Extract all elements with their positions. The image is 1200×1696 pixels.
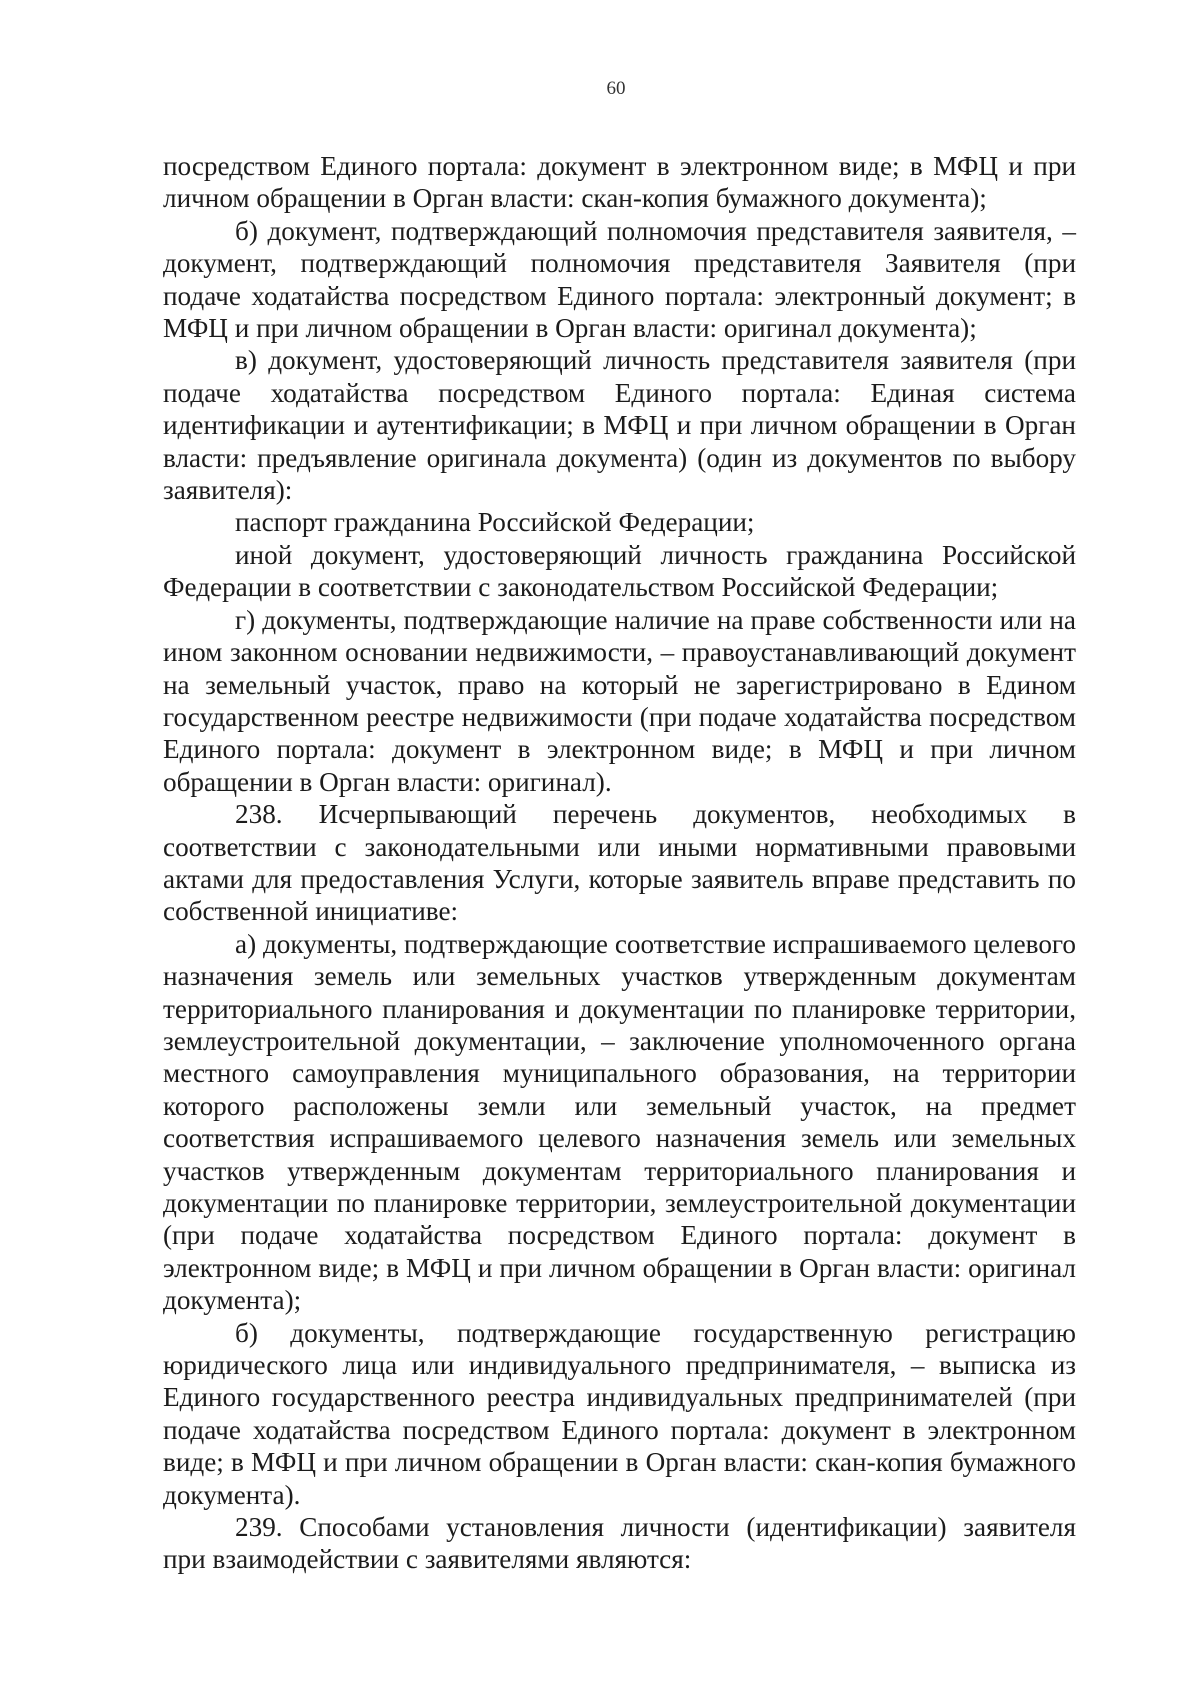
page-number: 60 — [606, 78, 626, 99]
paragraph-238-document-list: 238. Исчерпывающий перечень документов, необходимых в соответствии с законодательными или иными нормативными правовыми актами для предоставления Услуги, которые заявитель вправе представить по собственной инициативе: — [163, 799, 1076, 927]
paragraph-item-g-property-rights: г) документы, подтверждающие наличие на праве собственности или на ином законном основании недвижимости, – правоустанавливающий документ на земельный участок, право на который не зарегистрировано в Едином государственном реестре недвижимости (при подаче ходатайства посредством Единого портала: документ в электронном виде; в МФЦ и при личном обращении в Орган власти: оригинал). — [163, 604, 1076, 797]
paragraph-other-identity-document: иной документ, удостоверяющий личность гражданина Российской Федерации в соответствии с законодательством Российской Федерации; — [163, 539, 1076, 603]
paragraph-item-b-representative-authority: б) документ, подтверждающий полномочия представителя заявителя, – документ, подтверждающий полномочия представителя Заявителя (при подаче ходатайства посредством Единого портала: электронный документ; в МФЦ и при личном обращении в Орган власти: оригинал документа); — [163, 215, 1076, 344]
paragraph-passport: паспорт гражданина Российской Федерации; — [235, 507, 755, 538]
document-body — [163, 150, 1076, 1576]
paragraph-238-item-b: б) документы, подтверждающие государственную регистрацию юридического лица или индивидуального предпринимателя, – выписка из Единого государственного реестра индивидуальных предпринимателей (при подаче ходатайства посредством Единого портала: документ в электронном виде; в МФЦ и при личном обращении в Орган власти: скан-копия бумажного документа). — [163, 1317, 1076, 1510]
paragraph-238-item-a: а) документы, подтверждающие соответствие испрашиваемого целевого назначения земель или земельных участков утвержденным документам территориального планирования и документации по планировке территории, землеустроительной документации, – заключение уполномоченного органа местного самоуправления муниципального образования, на территории которого расположены земли или земельный участок, на предмет соответствия испрашиваемого целевого назначения земель или земельных участков утвержденным документам территориального планирования и документации по планировке территории, землеустроительной документации (при подаче ходатайства посредством Единого портала: документ в электронном виде; в МФЦ и при личном обращении в Орган власти: оригинал документа); — [163, 928, 1076, 1316]
paragraph-continuation: посредством Единого портала: документ в электронном виде; в МФЦ и при личном обращении в Орган власти: скан-копия бумажного документа); — [163, 151, 1076, 214]
paragraph-item-v-representative-identity: в) документ, удостоверяющий личность представителя заявителя (при подаче ходатайства посредством Единого портала: Единая система идентификации и аутентификации; в МФЦ и при личном обращении в Орган власти: предъявление оригинала документа) (один из документов по выбору заявителя): — [163, 345, 1076, 506]
paragraph-239-identification: 239. Способами установления личности (идентификации) заявителя при взаимодействии с заявителями являются: — [163, 1512, 1076, 1575]
